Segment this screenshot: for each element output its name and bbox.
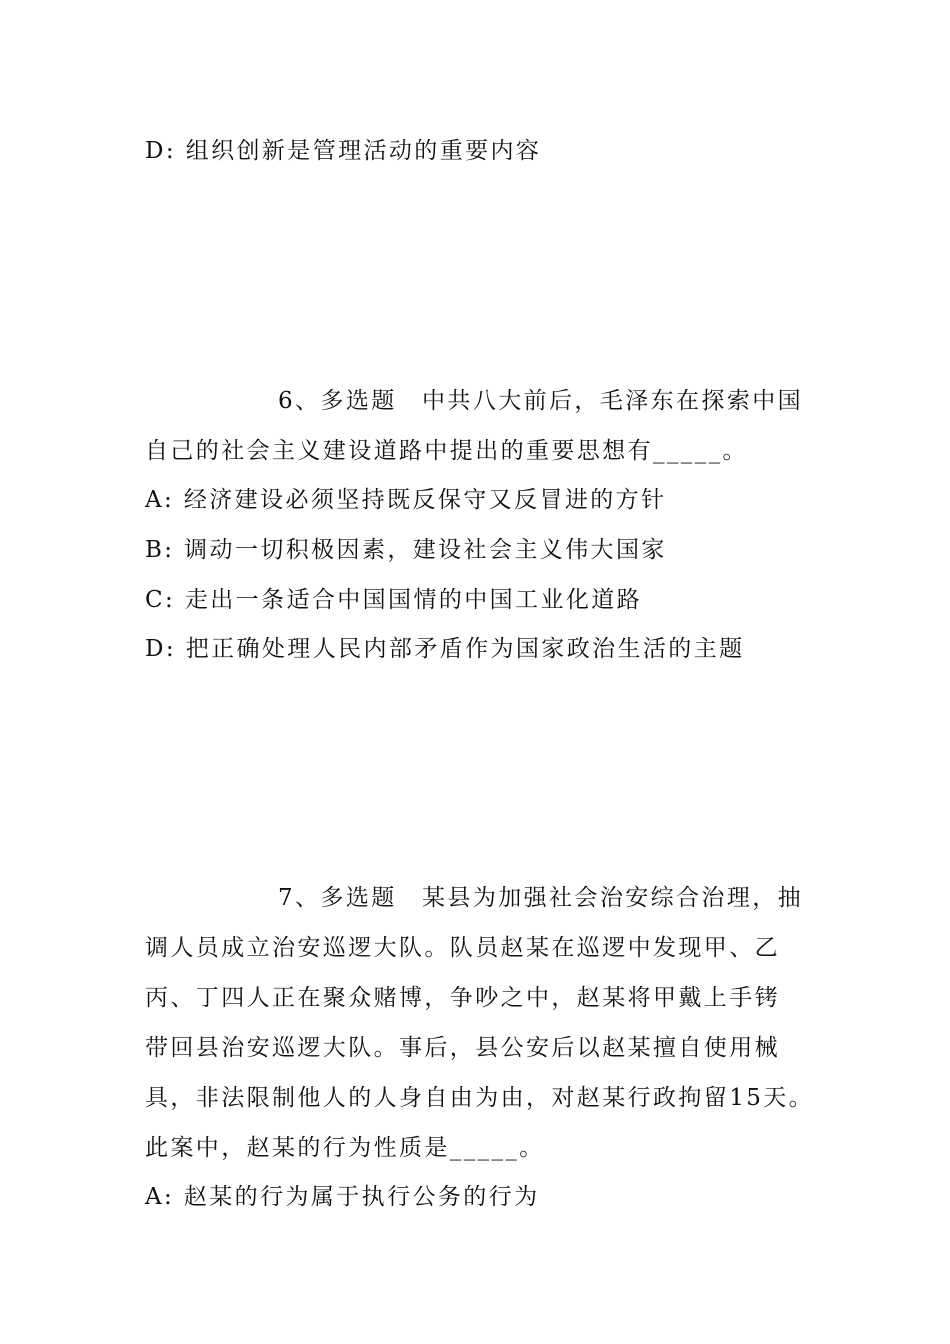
q7-stem-line-5: 具，非法限制他人的人身自由为由，对赵某行政拘留15天。 — [145, 1085, 815, 1111]
q6-option-d: D: 把正确处理人民内部矛盾作为国家政治生活的主题 — [145, 636, 745, 662]
q7-stem-line-6: 此案中，赵某的行为性质是_____。 — [145, 1135, 545, 1161]
q6-option-c: C: 走出一条适合中国国情的中国工业化道路 — [145, 587, 643, 613]
q7-option-a: A: 赵某的行为属于执行公务的行为 — [145, 1184, 540, 1210]
q7-stem-line-2: 调人员成立治安巡逻大队。队员赵某在巡逻中发现甲、乙 — [145, 935, 780, 961]
prev-option-d: D: 组织创新是管理活动的重要内容 — [145, 138, 542, 164]
q6-option-a: A: 经济建设必须坚持既反保守又反冒进的方针 — [145, 487, 667, 513]
q7-stem-line-3: 丙、丁四人正在聚众赌博，争吵之中，赵某将甲戴上手铐 — [145, 985, 780, 1011]
q6-stem-line-2: 自己的社会主义建设道路中提出的重要思想有_____。 — [145, 438, 748, 464]
q7-stem-line-4: 带回县治安巡逻大队。事后，县公安后以赵某擅自使用械 — [145, 1035, 780, 1061]
q6-stem-line-1: 6、多选题 中共八大前后，毛泽东在探索中国 — [278, 388, 804, 414]
q7-stem-line-1: 7、多选题 某县为加强社会治安综合治理，抽 — [278, 885, 804, 911]
q6-option-b: B: 调动一切积极因素，建设社会主义伟大国家 — [145, 537, 667, 563]
